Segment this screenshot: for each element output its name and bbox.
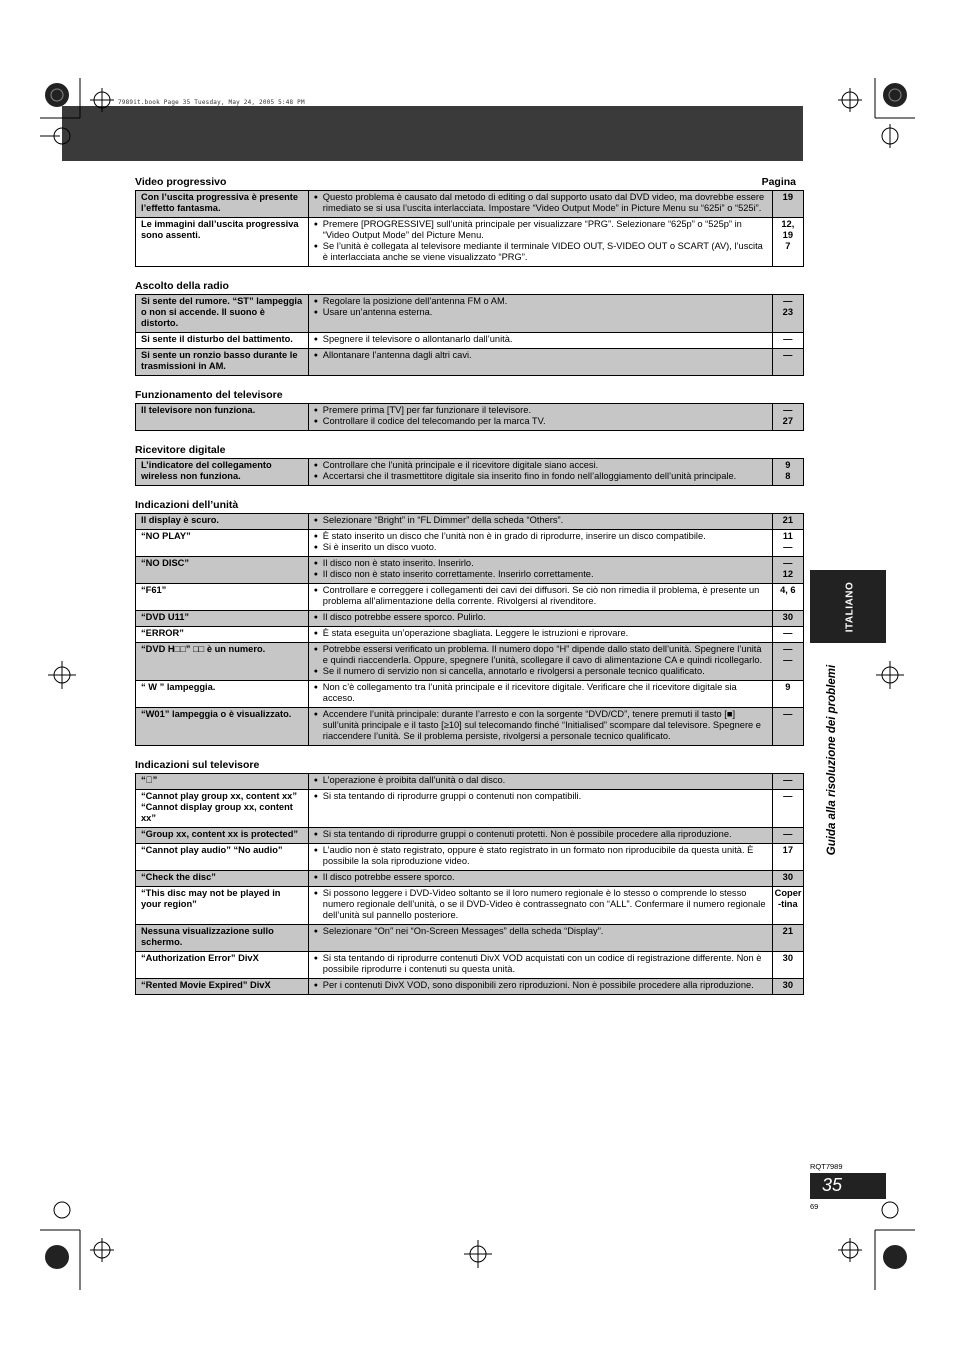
problem-cell: “This disc may not be played in your region” (136, 887, 309, 925)
solution-item: ● Spegnere il televisore o allontanarlo dall’unità. (314, 334, 767, 345)
solution-item: ● Si sta tentando di riprodurre gruppi o contenuti non compatibili. (314, 791, 767, 802)
page-ref: 9 (785, 682, 791, 692)
table-row (136, 979, 804, 995)
page-ref: — (783, 655, 793, 665)
table-row (136, 681, 804, 708)
problem-cell: “NO PLAY” (136, 530, 309, 557)
page-ref: 7 (785, 241, 791, 251)
page-ref-cell (772, 925, 803, 952)
table-row (136, 333, 804, 349)
section-heading (135, 759, 804, 771)
page-ref-cell (772, 871, 803, 887)
problem-cell: “Authorization Error” DivX (136, 952, 309, 979)
table-row (136, 218, 804, 267)
page-ref-cell (772, 643, 803, 681)
page-ref-cell (772, 681, 803, 708)
page-number-box (810, 1173, 886, 1199)
page-ref-cell (772, 844, 803, 871)
solution-cell (308, 828, 772, 844)
troubleshooting-table (135, 403, 804, 431)
registration-mark (460, 1236, 496, 1272)
page-ref: 17 (782, 845, 793, 855)
page-ref-cell (772, 404, 803, 431)
section-title: Ascolto della radio (135, 280, 229, 292)
solution-cell (308, 627, 772, 643)
section-title: Indicazioni sul televisore (135, 759, 260, 771)
problem-cell: Si sente del rumore. “ST” lampeggia o non si accende. Il suono è distorto. (136, 295, 309, 333)
solution-cell (308, 979, 772, 995)
solution-cell (308, 349, 772, 376)
page-ref: 12, (781, 219, 795, 229)
table-row (136, 514, 804, 530)
solution-cell (308, 952, 772, 979)
solution-item: ● Controllare che l’unità principale e il ricevitore digitale siano accesi. (314, 460, 767, 471)
problem-cell: “ W ” lampeggia. (136, 681, 309, 708)
problem-cell: “F61” (136, 584, 309, 611)
problem-cell: Si sente un ronzio basso durante le trasmissioni in AM. (136, 349, 309, 376)
page-ref-cell (772, 979, 803, 995)
page-ref-cell (772, 611, 803, 627)
page-ref-cell (772, 584, 803, 611)
page-ref: 30 (782, 612, 793, 622)
solution-cell (308, 584, 772, 611)
solution-cell (308, 191, 772, 218)
solution-cell (308, 887, 772, 925)
section-title: Ricevitore digitale (135, 444, 226, 456)
solution-cell (308, 459, 772, 486)
page-ref: 30 (782, 953, 793, 963)
solution-cell (308, 514, 772, 530)
page-ref: — (783, 644, 793, 654)
solution-cell (308, 611, 772, 627)
table-row (136, 530, 804, 557)
page-ref: — (783, 791, 793, 801)
problem-cell: Le immagini dall’uscita progressiva sono assenti. (136, 218, 309, 267)
section (135, 267, 804, 376)
registration-mark (40, 1190, 140, 1290)
page-ref-cell (772, 459, 803, 486)
solution-item: ● Controllare il codice del telecomando per la marca TV. (314, 416, 767, 427)
page-ref: — (783, 542, 793, 552)
page-number-small: 69 (810, 1202, 819, 1211)
section-heading (135, 444, 804, 456)
solution-item: ● Si sta tentando di riprodurre gruppi o contenuti protetti. Non è possibile procedere alla riproduzione. (314, 829, 767, 840)
page-ref: — (783, 709, 793, 719)
page-ref: — (783, 334, 793, 344)
section (135, 176, 804, 267)
solution-item: ● Il disco non è stato inserito correttamente. Inserirlo correttamente. (314, 569, 767, 580)
page-ref: 8 (785, 471, 791, 481)
table-row (136, 557, 804, 584)
solution-item: ● Si possono leggere i DVD-Video soltanto se il loro numero regionale è lo stesso o comprende lo stesso numero regionale dell’unità, o se il DVD-Video è contrassegnato con “ALL”. Confermare il numero regionale dell’unità sul pannello posteriore. (314, 888, 767, 921)
solution-cell (308, 708, 772, 746)
page-ref-cell (772, 514, 803, 530)
solution-item: ● È stato inserito un disco che l’unità non è in grado di riprodurre, inserire un disco compatibile. (314, 531, 767, 542)
page-ref-cell (772, 218, 803, 267)
table-row (136, 643, 804, 681)
solution-item: ● Selezionare “Bright” in “FL Dimmer” della scheda “Others”. (314, 515, 767, 526)
solution-item: ● Il disco potrebbe essere sporco. Pulirlo. (314, 612, 767, 623)
table-row (136, 627, 804, 643)
problem-cell: “Cannot play group xx, content xx” “Cannot display group xx, content xx” (136, 790, 309, 828)
solution-item: ● L’audio non è stato registrato, oppure è stato registrato in un formato non riproducibile da questa unità. È possibile la sola riproduzione video. (314, 845, 767, 867)
solution-item: ● Si è inserito un disco vuoto. (314, 542, 767, 553)
solution-cell (308, 530, 772, 557)
page-ref: Coper (774, 888, 802, 898)
troubleshooting-table (135, 458, 804, 486)
table-row (136, 774, 804, 790)
problem-cell: “Check the disc” (136, 871, 309, 887)
table-row (136, 404, 804, 431)
solution-item: ● Controllare e correggere i collegamenti dei cavi dei diffusori. Se ciò non rimedia il problema, è presente un problema all’alimentazione della corrente. Rivolgersi al rivenditore. (314, 585, 767, 607)
table-row (136, 790, 804, 828)
solution-item: ● Potrebbe essersi verificato un problema. Il numero dopo “H” dipende dallo stato dell’unità. Spegnere l’unità e quindi riaccenderla. Oppure, spegnere l’unità, scollegare il cavo di alimentazione CA e quindi ricollegarlo. (314, 644, 767, 666)
section-title: Video progressivo (135, 176, 227, 188)
problem-cell: “NO DISC” (136, 557, 309, 584)
page-ref-cell (772, 557, 803, 584)
table-row (136, 708, 804, 746)
page-ref-cell (772, 952, 803, 979)
page-ref: 21 (782, 515, 793, 525)
language-tab (810, 570, 886, 643)
solution-item: ● Selezionare “On” nei “On-Screen Messages” della scheda “Display”. (314, 926, 767, 937)
table-row (136, 349, 804, 376)
table-row (136, 611, 804, 627)
solution-item: ● L’operazione è proibita dall’unità o dal disco. (314, 775, 767, 786)
section-heading (135, 389, 804, 401)
page-ref-cell (772, 774, 803, 790)
solution-item: ● Questo problema è causato dal metodo di editing o dal supporto usato dal DVD video, ma dovrebbe essere rimediato se si usa l’uscita interlacciata. Impostare “Video Output Mode” in Picture Menu su “625i” o “525i”. (314, 192, 767, 214)
solution-cell (308, 871, 772, 887)
problem-cell: Si sente il disturbo del battimento. (136, 333, 309, 349)
section-side-title: Guida alla risoluzione dei problemi (826, 664, 838, 856)
problem-cell: Nessuna visualizzazione sullo schermo. (136, 925, 309, 952)
solution-item: ● Si sta tentando di riprodurre contenuti DivX VOD acquistati con un codice di registrazione differente. Non è possibile riprodurre i contenuti su questa unità. (314, 953, 767, 975)
solution-cell (308, 681, 772, 708)
solution-item: ● Allontanare l’antenna dagli altri cavi. (314, 350, 767, 361)
page-ref-cell (772, 790, 803, 828)
problem-cell: L’indicatore del collegamento wireless non funziona. (136, 459, 309, 486)
page-ref-cell (772, 828, 803, 844)
page-ref-cell (772, 349, 803, 376)
page-number: 35 (822, 1175, 843, 1195)
problem-cell: “DVD U11” (136, 611, 309, 627)
language-tab-label: ITALIANO (844, 581, 856, 632)
problem-cell: “⃠” (136, 774, 309, 790)
section (135, 431, 804, 486)
page-ref: — (783, 775, 793, 785)
solution-item: ● Premere prima [TV] per far funzionare il televisore. (314, 405, 767, 416)
table-row (136, 871, 804, 887)
problem-cell: “DVD H□□” □□ è un numero. (136, 643, 309, 681)
problem-cell: “ERROR” (136, 627, 309, 643)
page-ref-cell (772, 295, 803, 333)
section-heading (135, 280, 804, 292)
solution-item: ● Premere [PROGRESSIVE] sull’unità principale per visualizzare “PRG”. Selezionare “625p” o “525p” in “Video Output Mode” del Picture Menu. (314, 219, 767, 241)
solution-cell (308, 218, 772, 267)
registration-mark (44, 657, 80, 693)
table-row (136, 887, 804, 925)
solution-item: ● Il disco non è stato inserito. Inserirlo. (314, 558, 767, 569)
problem-cell: “Group xx, content xx is protected” (136, 828, 309, 844)
table-row (136, 295, 804, 333)
solution-item: ● Usare un’antenna esterna. (314, 307, 767, 318)
solution-item: ● Accendere l’unità principale: durante l’arresto e con la sorgente “DVD/CD”, tenere premuti il tasto [■] sull’unità principale e il tasto [≥10] sul telecomando finché “Initialised” scompare dal televisore. Spegnere e riaccendere l’unità. Se il problema persiste, rivolgersi a personale tecnico qualificato. (314, 709, 767, 742)
page-ref-cell (772, 191, 803, 218)
solution-item: ● Il disco potrebbe essere sporco. (314, 872, 767, 883)
page-ref: — (783, 628, 793, 638)
page-ref: — (783, 296, 793, 306)
table-row (136, 952, 804, 979)
page-ref: — (783, 405, 793, 415)
page-ref: — (783, 350, 793, 360)
registration-mark (815, 1190, 915, 1290)
problem-cell: Il display è scuro. (136, 514, 309, 530)
page-ref: 21 (782, 926, 793, 936)
solution-item: ● Per i contenuti DivX VOD, sono disponibili zero riproduzioni. Non è possibile procedere alla riproduzione. (314, 980, 767, 991)
registration-mark (815, 78, 915, 178)
solution-cell (308, 333, 772, 349)
troubleshooting-table (135, 294, 804, 376)
problem-cell: Con l’uscita progressiva è presente l’effetto fantasma. (136, 191, 309, 218)
table-row (136, 459, 804, 486)
table-row (136, 584, 804, 611)
page-ref: — (783, 558, 793, 568)
problem-cell: “Rented Movie Expired” DivX (136, 979, 309, 995)
page-ref: — (783, 829, 793, 839)
page-ref: 19 (782, 230, 793, 240)
solution-item: ● Accertarsi che il trasmettitore digitale sia inserito fino in fondo nell’alloggiamento dell’unità principale. (314, 471, 767, 482)
section-title: Indicazioni dell’unità (135, 499, 239, 511)
solution-cell (308, 295, 772, 333)
solution-item: ● Regolare la posizione dell’antenna FM o AM. (314, 296, 767, 307)
problem-cell: Il televisore non funziona. (136, 404, 309, 431)
page-ref-cell (772, 627, 803, 643)
page-ref: 12 (782, 569, 793, 579)
page-ref-cell (772, 708, 803, 746)
troubleshooting-content (135, 176, 804, 995)
page-ref: 19 (782, 192, 793, 202)
table-row (136, 191, 804, 218)
header-bar (62, 106, 803, 161)
registration-mark (40, 78, 140, 178)
page-column-label: Pagina (761, 176, 796, 188)
solution-cell (308, 844, 772, 871)
troubleshooting-table (135, 773, 804, 995)
solution-cell (308, 404, 772, 431)
book-info-line: 7989it.book Page 35 Tuesday, May 24, 2005 5:48 PM (118, 99, 305, 106)
solution-cell (308, 790, 772, 828)
section-heading (135, 176, 804, 188)
table-row (136, 925, 804, 952)
page-ref: 23 (782, 307, 793, 317)
page-ref: 9 (785, 460, 791, 470)
page-ref: -tina (778, 899, 798, 909)
table-row (136, 828, 804, 844)
problem-cell: “W01” lampeggia o è visualizzato. (136, 708, 309, 746)
section-heading (135, 499, 804, 511)
solution-cell (308, 557, 772, 584)
page-ref-cell (772, 530, 803, 557)
problem-cell: “Cannot play audio” “No audio” (136, 844, 309, 871)
section-title: Funzionamento del televisore (135, 389, 283, 401)
solution-item: ● Se l’unità è collegata al televisore mediante il terminale VIDEO OUT, S-VIDEO OUT o SCART (AV), l’uscita è interlacciata anche se viene visualizzato “PRG”. (314, 241, 767, 263)
troubleshooting-table (135, 513, 804, 746)
solution-item: ● Non c’è collegamento tra l’unità principale e il ricevitore digitale. Verificare che il ricevitore digitale sia acceso. (314, 682, 767, 704)
section (135, 746, 804, 995)
solution-item: ● Se il numero di servizio non si cancella, annotarlo e rivolgersi a personale tecnico qualificato. (314, 666, 767, 677)
page-ref: 11 (782, 531, 793, 541)
troubleshooting-table (135, 190, 804, 267)
table-row (136, 844, 804, 871)
solution-cell (308, 925, 772, 952)
page-ref: 4, 6 (780, 585, 796, 595)
page-ref: 30 (782, 980, 793, 990)
section (135, 486, 804, 746)
page-ref-cell (772, 887, 803, 925)
solution-item: ● È stata eseguita un’operazione sbagliata. Leggere le istruzioni e riprovare. (314, 628, 767, 639)
document-code: RQT7989 (810, 1162, 843, 1171)
page-ref: 27 (782, 416, 793, 426)
registration-mark (872, 657, 908, 693)
page-ref-cell (772, 333, 803, 349)
section (135, 376, 804, 431)
solution-cell (308, 643, 772, 681)
solution-cell (308, 774, 772, 790)
page-ref: 30 (782, 872, 793, 882)
